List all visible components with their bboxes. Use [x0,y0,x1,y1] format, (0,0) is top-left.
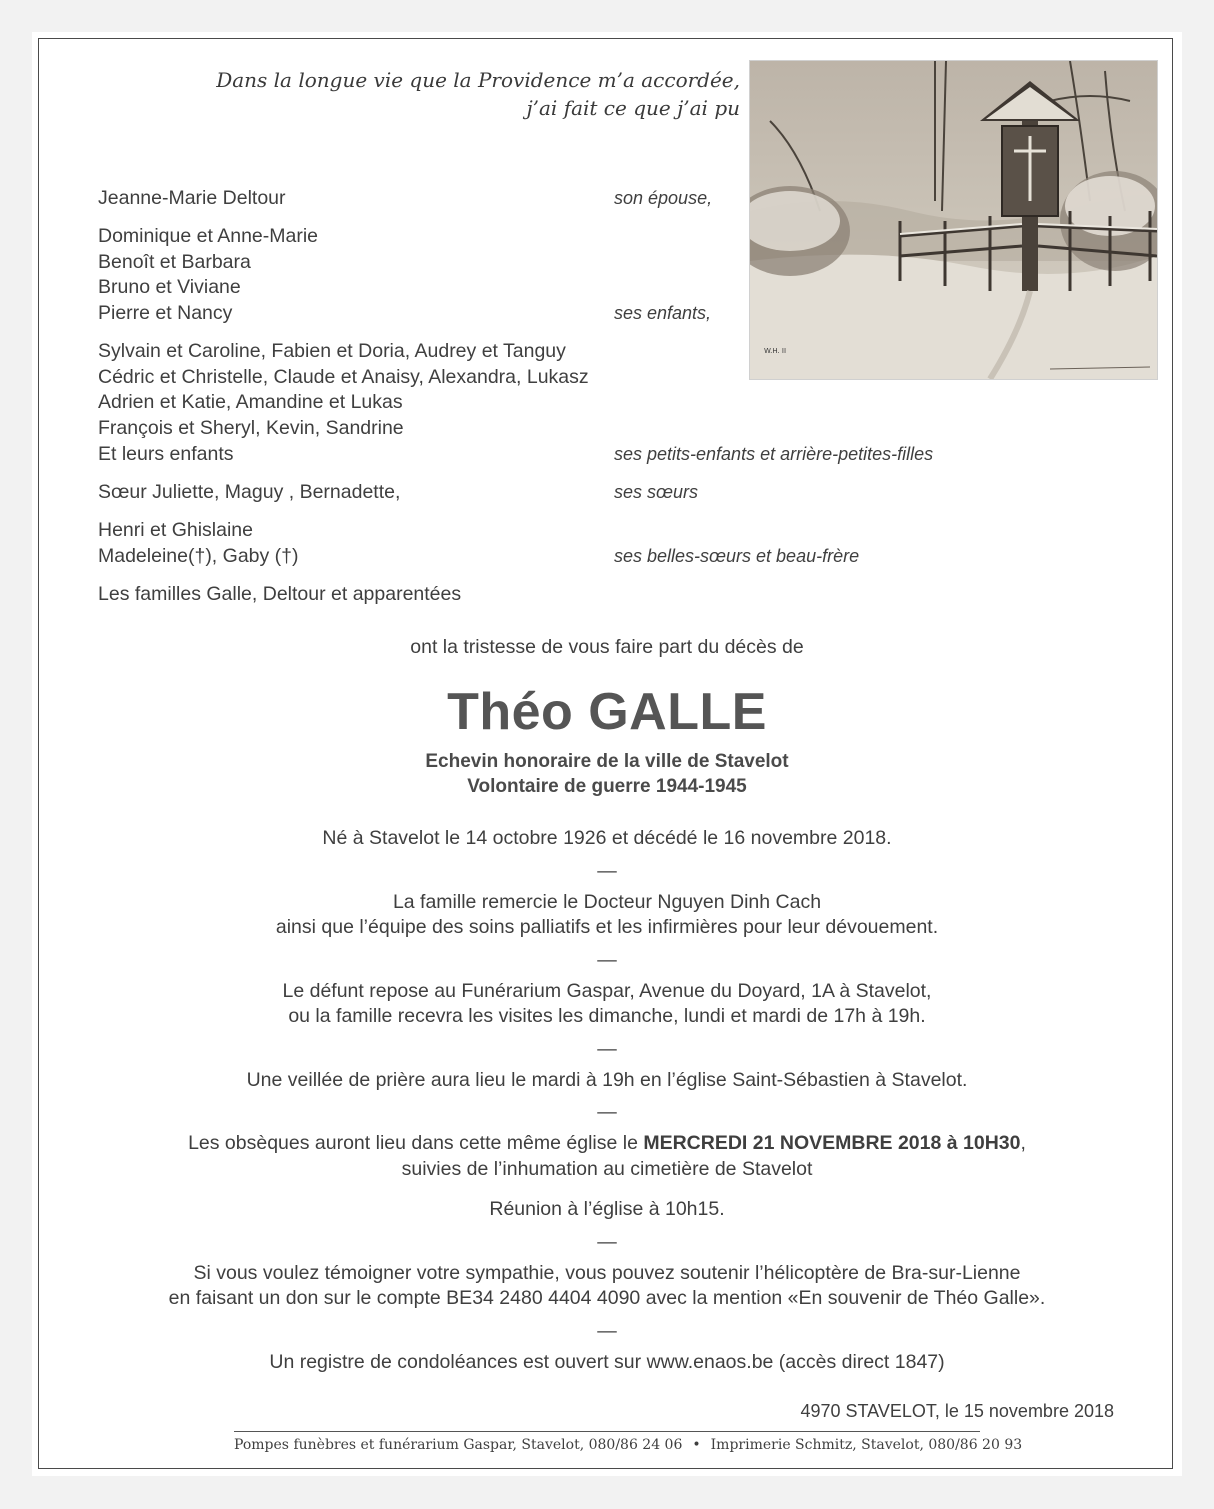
artist-signature: W.H. II [764,347,787,355]
family-list [98,186,998,620]
funeral-date: MERCREDI 21 NOVEMBRE 2018 à 10H30 [643,1132,1021,1154]
family-group [98,186,998,212]
funeral-paragraph: Les obsèques auront lieu dans cette même église le MERCREDI 21 NOVEMBRE 2018 à 10H30, suivies de l’inhumation au cimetière de Stavelot [188,1132,1026,1180]
family-group [98,582,998,608]
deceased-name: Théo GALLE [447,683,767,741]
family-member-line: François et Sheryl, Kevin, Sandrine [98,416,404,439]
family-member-line: Bruno et Viviane [98,276,241,299]
family-relation: ses belles-sœurs et beau-frère [614,545,860,566]
funeral-home-credit: Pompes funèbres et funérarium Gaspar, Stavelot, 080/86 24 06 [234,1437,683,1453]
announcement-intro: ont la tristesse de vous faire part du décès de [410,636,804,658]
family-member-line: Sylvain et Caroline, Fabien et Doria, Audrey et Tanguy [98,340,566,363]
donation-paragraph: Si vous voulez témoigner votre sympathie, vous pouvez soutenir l’hélicoptère de Bra-sur-Lienne en faisant un don sur le compte BE34 2480 4404 4090 avec la mention «En souvenir de Théo Galle». [168,1261,1046,1309]
family-member-line: Madeleine(†), Gaby (†) [98,544,299,567]
family-member-line: Benoît et Barbara [98,250,251,273]
footer-rule [234,1431,980,1432]
separator-dash: — [597,948,617,971]
title-war-volunteer: Volontaire de guerre 1944-1945 [467,776,747,797]
family-member-line: Adrien et Katie, Amandine et Lukas [98,391,403,414]
family-group [98,224,998,326]
footer-credits [234,1437,1023,1453]
separator-dash: — [597,859,617,882]
family-member-line: Henri et Ghislaine [98,518,253,541]
vigil-paragraph: Une veillée de prière aura lieu le mardi à 19h en l’église Saint-Sébastien à Stavelot. [246,1068,968,1091]
family-member-line: Et leurs enfants [98,442,234,465]
quote-line-1: Dans la longue vie que la Providence m’a accordée, [216,68,740,92]
thanks-paragraph: La famille remercie le Docteur Nguyen Dinh Cach ainsi que l’équipe des soins palliatifs et les infirmières pour leur dévouement. [275,890,939,938]
family-relation: ses enfants, [614,302,712,323]
repose-paragraph: Le défunt repose au Funérarium Gaspar, Avenue du Doyard, 1A à Stavelot, ou la famille recevra les visites les dimanche, lundi et mardi de 17h à 19h. [282,979,932,1027]
title-alderman: Echevin honoraire de la ville de Stavelot [425,751,789,772]
bullet-separator: • [692,1437,701,1453]
family-relation: son épouse, [614,188,713,208]
separator-dash: — [597,1037,617,1060]
separator-dash: — [597,1319,617,1342]
separator-dash: — [597,1101,617,1123]
birth-death-dates: Né à Stavelot le 14 octobre 1926 et décédé le 16 novembre 2018. [322,827,892,849]
family-relation: ses petits-enfants et arrière-petites-filles [614,443,934,464]
family-group [98,518,998,569]
family-member-line: Jeanne-Marie Deltour [98,187,286,209]
family-group [98,480,998,506]
quote-line-2: j’ai fait ce que j’ai pu [526,96,740,120]
separator-dash: — [597,1230,617,1253]
family-member-line: Cédric et Christelle, Claude et Anaisy, Alexandra, Lukasz [98,365,589,388]
family-member-line: Dominique et Anne-Marie [98,225,319,248]
condolence-register: Un registre de condoléances est ouvert sur www.enaos.be (accès direct 1847) [269,1350,945,1373]
opening-quote [180,66,740,122]
place-and-date: 4970 STAVELOT, le 15 novembre 2018 [800,1401,1114,1421]
family-member-line: Pierre et Nancy [98,301,233,324]
meeting-paragraph: Réunion à l’église à 10h15. [489,1198,725,1220]
printer-credit: Imprimerie Schmitz, Stavelot, 080/86 20 93 [710,1437,1023,1453]
family-member-line: Les familles Galle, Deltour et apparentées [98,582,462,605]
family-relation: ses sœurs [614,481,699,502]
family-group [98,339,998,467]
family-member-line: Sœur Juliette, Maguy , Bernadette, [98,480,401,503]
announcement-body [40,826,1174,1375]
deceased-titles [40,749,1174,799]
